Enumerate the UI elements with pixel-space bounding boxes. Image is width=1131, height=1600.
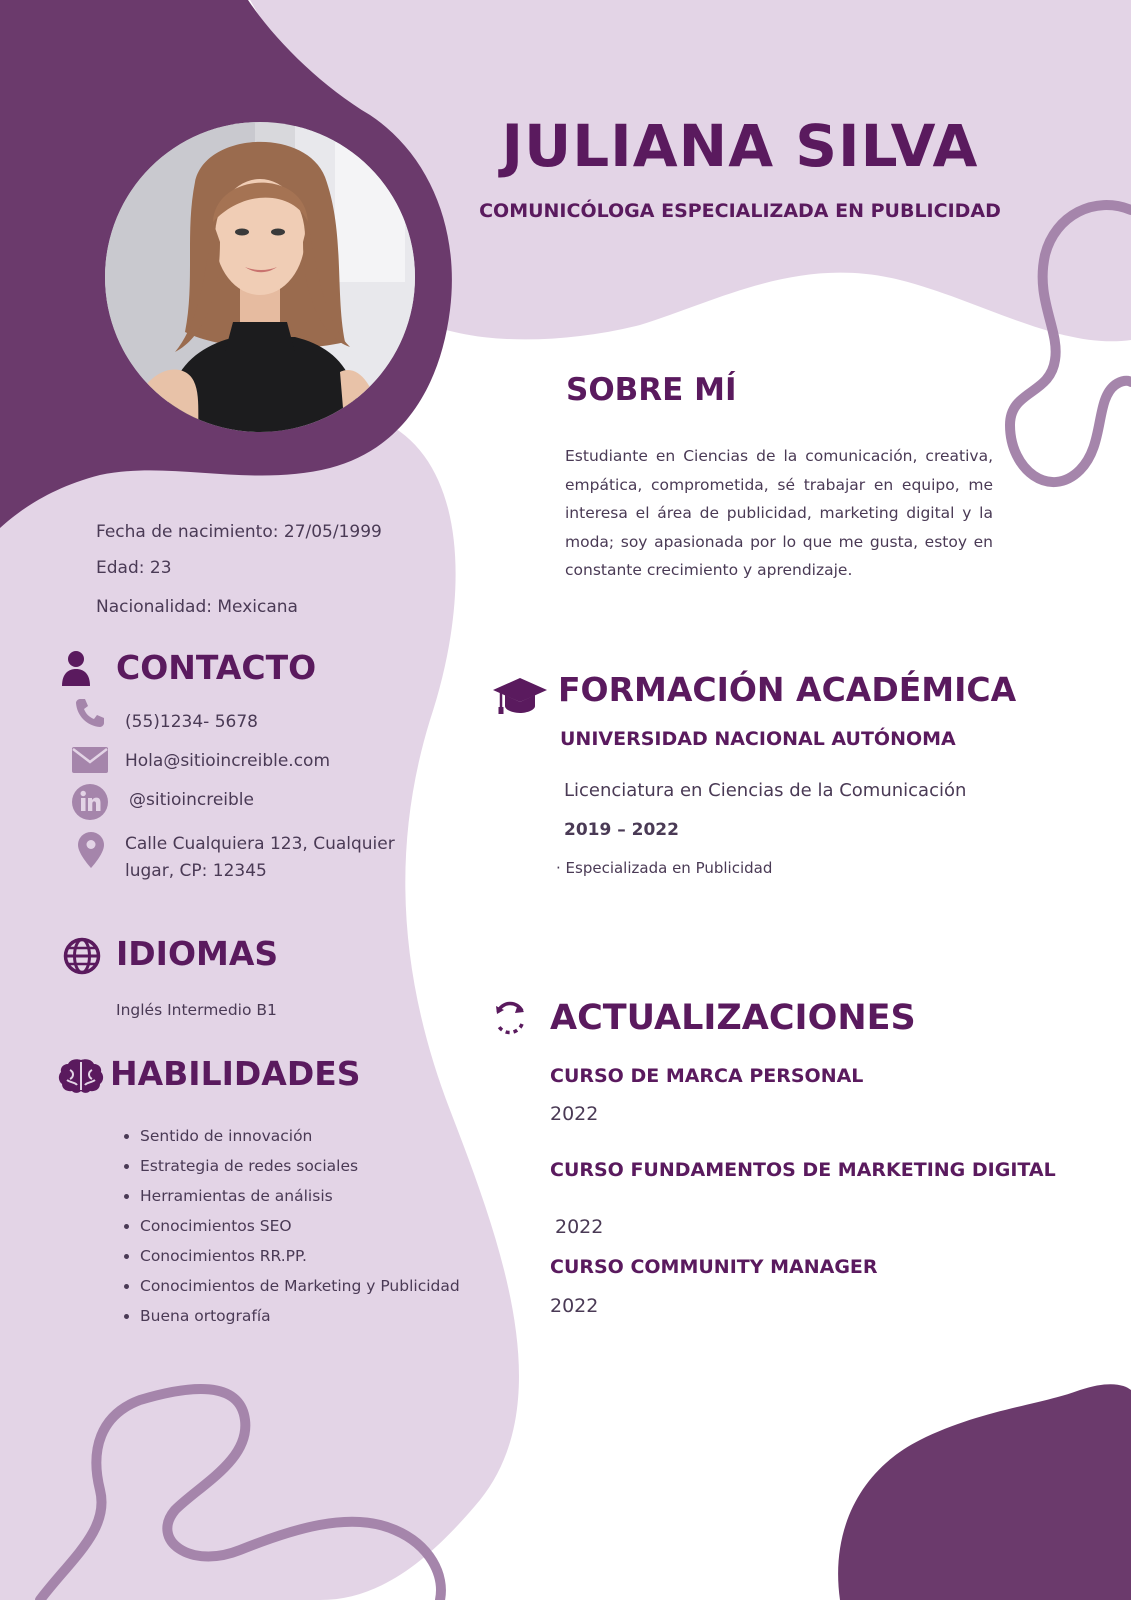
course-name: CURSO COMMUNITY MANAGER xyxy=(550,1256,878,1278)
about-heading: SOBRE MÍ xyxy=(566,372,737,408)
job-title: COMUNICÓLOGA ESPECIALIZADA EN PUBLICIDAD xyxy=(479,200,1001,222)
linkedin-text: @sitioincreible xyxy=(129,790,254,810)
portrait-illustration xyxy=(105,122,415,432)
skill-item: • Buena ortografía xyxy=(140,1301,478,1331)
course-year: 2022 xyxy=(555,1216,604,1238)
degree-name: Licenciatura en Ciencias de la Comunicación xyxy=(564,780,967,801)
updates-heading: ACTUALIZACIONES xyxy=(550,998,916,1038)
age: Edad: 23 xyxy=(96,558,172,578)
course-name: CURSO DE MARCA PERSONAL xyxy=(550,1065,864,1087)
person-icon xyxy=(60,650,92,686)
languages-heading: IDIOMAS xyxy=(116,934,279,973)
education-years: 2019 – 2022 xyxy=(564,820,679,840)
skills-heading: HABILIDADES xyxy=(110,1054,361,1093)
address-line-1: Calle Cualquiera 123, Cualquier xyxy=(125,834,395,854)
brain-icon xyxy=(58,1058,104,1094)
skill-item: • Conocimientos SEO xyxy=(140,1211,478,1241)
skills-items xyxy=(118,1121,478,1331)
phone-text: (55)1234- 5678 xyxy=(125,712,258,732)
globe-icon xyxy=(63,937,101,975)
course-name: CURSO FUNDAMENTOS DE MARKETING DIGITAL xyxy=(550,1159,1056,1181)
address-line-2: lugar, CP: 12345 xyxy=(125,861,267,881)
school-name: UNIVERSIDAD NACIONAL AUTÓNOMA xyxy=(560,728,956,750)
linkedin-icon xyxy=(72,784,108,820)
about-text: Estudiante en Ciencias de la comunicación, creativa, empática, comprometida, sé trabajar en equipo, me interesa el área de publicidad, marketing digital y la moda; soy apasionada por lo que me gusta, estoy en constante crecimiento y aprendizaje. xyxy=(565,447,993,580)
course-year: 2022 xyxy=(550,1103,599,1125)
skill-item: • Conocimientos de Marketing y Publicidad xyxy=(140,1271,478,1301)
refresh-icon xyxy=(492,1000,528,1036)
education-note: · Especializada en Publicidad xyxy=(556,859,773,877)
mail-icon xyxy=(72,747,108,773)
course-year: 2022 xyxy=(550,1295,599,1317)
profile-photo xyxy=(105,122,415,432)
phone-icon xyxy=(74,696,106,728)
nationality: Nacionalidad: Mexicana xyxy=(96,597,298,617)
location-pin-icon xyxy=(78,832,104,868)
email-text: Hola@sitioincreible.com xyxy=(125,751,331,771)
skills-list xyxy=(118,1121,478,1331)
education-heading: FORMACIÓN ACADÉMICA xyxy=(558,670,1017,709)
birth-date: Fecha de nacimiento: 27/05/1999 xyxy=(96,522,382,542)
graduation-cap-icon xyxy=(493,676,547,716)
bottom-dark-shape xyxy=(838,1384,1131,1600)
skill-item: • Sentido de innovación xyxy=(140,1121,478,1151)
skill-item: • Conocimientos RR.PP. xyxy=(140,1241,478,1271)
person-name: JULIANA SILVA xyxy=(501,112,979,180)
language-item: Inglés Intermedio B1 xyxy=(116,1001,277,1019)
skill-item: • Herramientas de análisis xyxy=(140,1181,478,1211)
contact-heading: CONTACTO xyxy=(116,648,317,687)
skill-item: • Estrategia de redes sociales xyxy=(140,1151,478,1181)
